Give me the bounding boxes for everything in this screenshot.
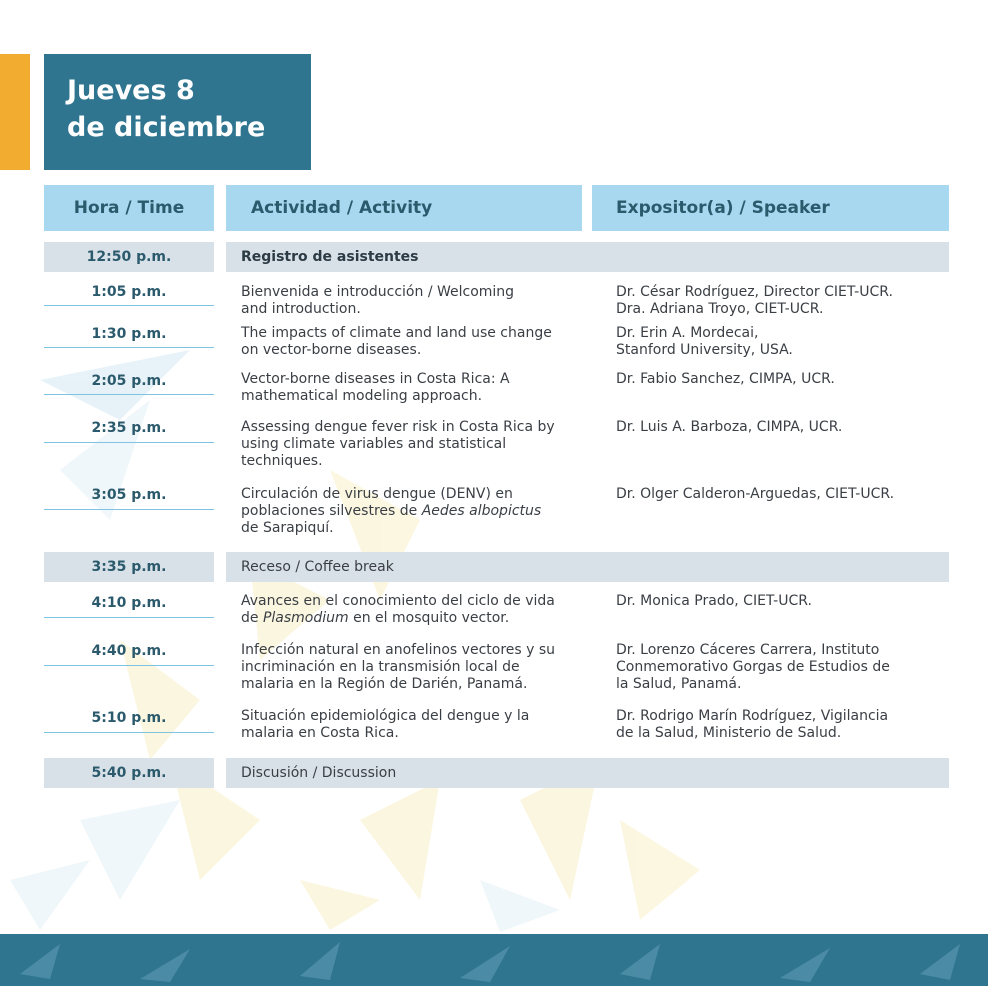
activity-text <box>241 708 581 742</box>
speaker-line: Dr. Monica Prado, CIET-UCR. <box>616 593 812 609</box>
speaker-text <box>616 371 946 388</box>
activity-line: Infección natural en anofelinos vectores y su <box>241 642 556 658</box>
activity-text <box>241 642 581 693</box>
time-label: 2:35 p.m. <box>91 420 167 436</box>
time-divider <box>44 617 214 618</box>
time-divider <box>44 394 214 395</box>
time-divider <box>44 305 214 306</box>
header-activity: Actividad / Activity <box>226 185 582 231</box>
time-divider <box>44 509 214 510</box>
speaker-line: de la Salud, Ministerio de Salud. <box>616 725 842 741</box>
activity-line: Avances en el conocimiento del ciclo de vida <box>241 593 555 609</box>
speaker-text <box>616 284 946 318</box>
speaker-text <box>616 708 946 742</box>
time-divider <box>44 347 214 348</box>
speaker-text <box>616 642 946 693</box>
page-title-line-2: de diciembre <box>67 112 266 143</box>
activity-text <box>241 419 581 470</box>
header-speaker: Expositor(a) / Speaker <box>592 185 949 231</box>
time-label: 1:30 p.m. <box>91 326 167 342</box>
time-label: 12:50 p.m. <box>86 249 172 265</box>
activity-text: Registro de asistentes <box>241 249 419 265</box>
activity-line <box>241 503 581 520</box>
speaker-line: Dr. Olger Calderon-Arguedas, CIET-UCR. <box>616 486 895 502</box>
activity-line: Situación epidemiológica del dengue y la <box>241 708 530 724</box>
activity-text <box>241 593 581 627</box>
species-name: Aedes albopictus <box>421 503 542 519</box>
footer-pattern <box>0 934 988 986</box>
activity-text <box>241 486 581 537</box>
speaker-line: Dr. Rodrigo Marín Rodríguez, Vigilancia <box>616 708 889 724</box>
activity-text <box>241 284 581 318</box>
header-time: Hora / Time <box>44 185 214 231</box>
speaker-text <box>616 419 946 436</box>
speaker-line: la Salud, Panamá. <box>616 676 742 692</box>
species-name: Plasmodium <box>262 610 349 626</box>
time-label: 4:10 p.m. <box>91 595 167 611</box>
time-label: 5:40 p.m. <box>91 765 167 781</box>
time-label: 3:05 p.m. <box>91 487 167 503</box>
activity-line: mathematical modeling approach. <box>241 388 483 404</box>
speaker-line: Dr. Luis A. Barboza, CIMPA, UCR. <box>616 419 843 435</box>
activity-line: techniques. <box>241 453 323 469</box>
speaker-line: Stanford University, USA. <box>616 342 793 358</box>
activity-line-part: poblaciones silvestres de <box>241 503 422 519</box>
activity-line <box>241 610 581 627</box>
date-title-box <box>44 54 311 170</box>
speaker-text <box>616 325 946 359</box>
activity-text <box>241 325 581 359</box>
activity-line: malaria en la Región de Darién, Panamá. <box>241 676 528 692</box>
activity-line: de Sarapiquí. <box>241 520 334 536</box>
speaker-line: Dr. César Rodríguez, Director CIET-UCR. <box>616 284 893 300</box>
time-divider <box>44 665 214 666</box>
activity-line: The impacts of climate and land use change <box>241 325 552 341</box>
speaker-text <box>616 593 946 610</box>
speaker-line: Dra. Adriana Troyo, CIET-UCR. <box>616 301 824 317</box>
activity-text: Receso / Coffee break <box>241 559 394 575</box>
activity-line: and introduction. <box>241 301 361 317</box>
activity-line: Circulación de virus dengue (DENV) en <box>241 486 513 502</box>
activity-line: Vector-borne diseases in Costa Rica: A <box>241 371 510 387</box>
time-label: 5:10 p.m. <box>91 710 167 726</box>
activity-line: Bienvenida e introducción / Welcoming <box>241 284 515 300</box>
activity-line: on vector-borne diseases. <box>241 342 422 358</box>
time-label: 4:40 p.m. <box>91 643 167 659</box>
activity-text <box>241 371 581 405</box>
time-label: 2:05 p.m. <box>91 373 167 389</box>
activity-line: Assessing dengue fever risk in Costa Rica by <box>241 419 555 435</box>
speaker-line: Conmemorativo Gorgas de Estudios de <box>616 659 890 675</box>
time-label: 3:35 p.m. <box>91 559 167 575</box>
activity-line: malaria en Costa Rica. <box>241 725 399 741</box>
time-label: 1:05 p.m. <box>91 284 167 300</box>
footer-band <box>0 934 988 986</box>
time-divider <box>44 442 214 443</box>
speaker-line: Dr. Lorenzo Cáceres Carrera, Instituto <box>616 642 880 658</box>
speaker-line: Dr. Erin A. Mordecai, <box>616 325 759 341</box>
speaker-line: Dr. Fabio Sanchez, CIMPA, UCR. <box>616 371 835 387</box>
time-divider <box>44 732 214 733</box>
activity-line: incriminación en la transmisión local de <box>241 659 520 675</box>
speaker-text <box>616 486 946 503</box>
page-title-line-1: Jueves 8 <box>67 75 195 106</box>
activity-line-part: en el mosquito vector. <box>348 610 510 626</box>
activity-line: using climate variables and statistical <box>241 436 507 452</box>
accent-bar <box>0 54 30 170</box>
activity-line-part: de <box>241 610 263 626</box>
activity-text: Discusión / Discussion <box>241 765 397 781</box>
